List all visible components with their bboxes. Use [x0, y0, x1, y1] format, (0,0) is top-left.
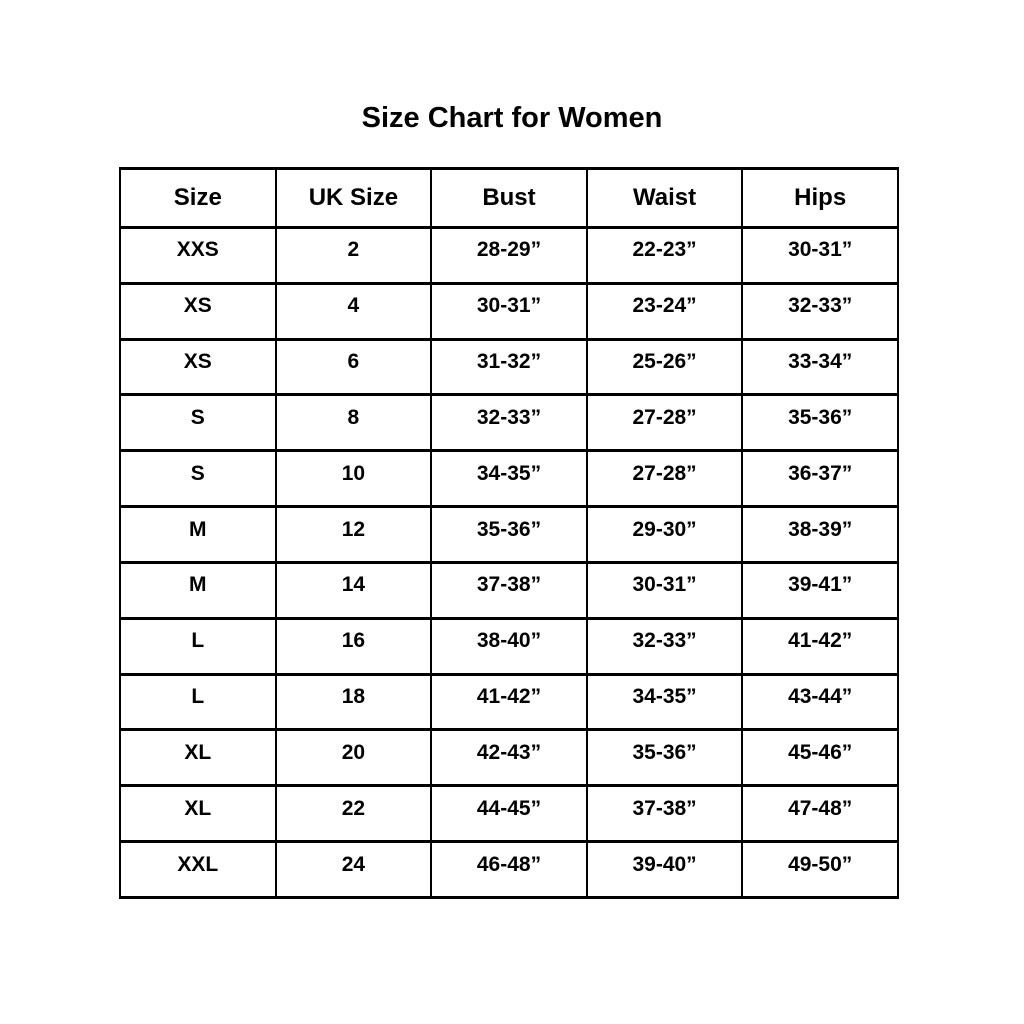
- table-cell: 18: [276, 674, 432, 730]
- table-cell: L: [120, 674, 276, 730]
- table-cell: XS: [120, 339, 276, 395]
- table-cell: M: [120, 562, 276, 618]
- table-cell: 34-35”: [431, 451, 587, 507]
- table-cell: 37-38”: [587, 786, 743, 842]
- table-cell: 37-38”: [431, 562, 587, 618]
- table-cell: M: [120, 507, 276, 563]
- table-cell: 28-29”: [431, 228, 587, 284]
- table-cell: 41-42”: [431, 674, 587, 730]
- table-cell: 27-28”: [587, 395, 743, 451]
- column-header-uk-size: UK Size: [276, 169, 432, 228]
- size-chart-table: [119, 167, 899, 899]
- table-cell: 41-42”: [742, 618, 898, 674]
- table-cell: 32-33”: [587, 618, 743, 674]
- page-title: Size Chart for Women: [361, 102, 663, 134]
- table-cell: 49-50”: [742, 842, 898, 898]
- table-cell: 35-36”: [587, 730, 743, 786]
- table-row: [120, 842, 898, 898]
- table-cell: 47-48”: [742, 786, 898, 842]
- table-row: [120, 730, 898, 786]
- table-cell: 27-28”: [587, 451, 743, 507]
- table-body: [120, 228, 898, 898]
- table-row: [120, 283, 898, 339]
- table-cell: XL: [120, 730, 276, 786]
- table-cell: 35-36”: [742, 395, 898, 451]
- table-header-row: [120, 169, 898, 228]
- table-cell: 4: [276, 283, 432, 339]
- table-cell: 44-45”: [431, 786, 587, 842]
- table-cell: 45-46”: [742, 730, 898, 786]
- table-row: [120, 451, 898, 507]
- table-cell: 22: [276, 786, 432, 842]
- table-cell: 14: [276, 562, 432, 618]
- table-cell: 39-41”: [742, 562, 898, 618]
- table-cell: 12: [276, 507, 432, 563]
- table-cell: 24: [276, 842, 432, 898]
- table-row: [120, 674, 898, 730]
- table-cell: 46-48”: [431, 842, 587, 898]
- table-cell: 39-40”: [587, 842, 743, 898]
- table-cell: 32-33”: [742, 283, 898, 339]
- column-header-bust: Bust: [431, 169, 587, 228]
- table-cell: 23-24”: [587, 283, 743, 339]
- table-cell: 38-39”: [742, 507, 898, 563]
- table-cell: 8: [276, 395, 432, 451]
- table-cell: S: [120, 451, 276, 507]
- column-header-hips: Hips: [742, 169, 898, 228]
- table-cell: 35-36”: [431, 507, 587, 563]
- table-cell: 30-31”: [742, 228, 898, 284]
- table-header: [120, 169, 898, 228]
- table-cell: 32-33”: [431, 395, 587, 451]
- table-cell: 10: [276, 451, 432, 507]
- table-cell: 33-34”: [742, 339, 898, 395]
- table-cell: 16: [276, 618, 432, 674]
- table-row: [120, 507, 898, 563]
- column-header-size: Size: [120, 169, 276, 228]
- table-cell: 30-31”: [587, 562, 743, 618]
- table-row: [120, 786, 898, 842]
- column-header-waist: Waist: [587, 169, 743, 228]
- table-cell: S: [120, 395, 276, 451]
- table-cell: 30-31”: [431, 283, 587, 339]
- table-cell: 38-40”: [431, 618, 587, 674]
- table-row: [120, 228, 898, 284]
- table-row: [120, 395, 898, 451]
- table-cell: 34-35”: [587, 674, 743, 730]
- table-row: [120, 562, 898, 618]
- table-cell: 36-37”: [742, 451, 898, 507]
- table-cell: 42-43”: [431, 730, 587, 786]
- table-cell: L: [120, 618, 276, 674]
- table-cell: XS: [120, 283, 276, 339]
- table-cell: 31-32”: [431, 339, 587, 395]
- table-cell: 29-30”: [587, 507, 743, 563]
- table-cell: 22-23”: [587, 228, 743, 284]
- table-cell: 2: [276, 228, 432, 284]
- table-cell: 43-44”: [742, 674, 898, 730]
- table-cell: XL: [120, 786, 276, 842]
- table-cell: XXS: [120, 228, 276, 284]
- table-row: [120, 618, 898, 674]
- table-cell: XXL: [120, 842, 276, 898]
- table-row: [120, 339, 898, 395]
- table-cell: 6: [276, 339, 432, 395]
- table-cell: 25-26”: [587, 339, 743, 395]
- table-cell: 20: [276, 730, 432, 786]
